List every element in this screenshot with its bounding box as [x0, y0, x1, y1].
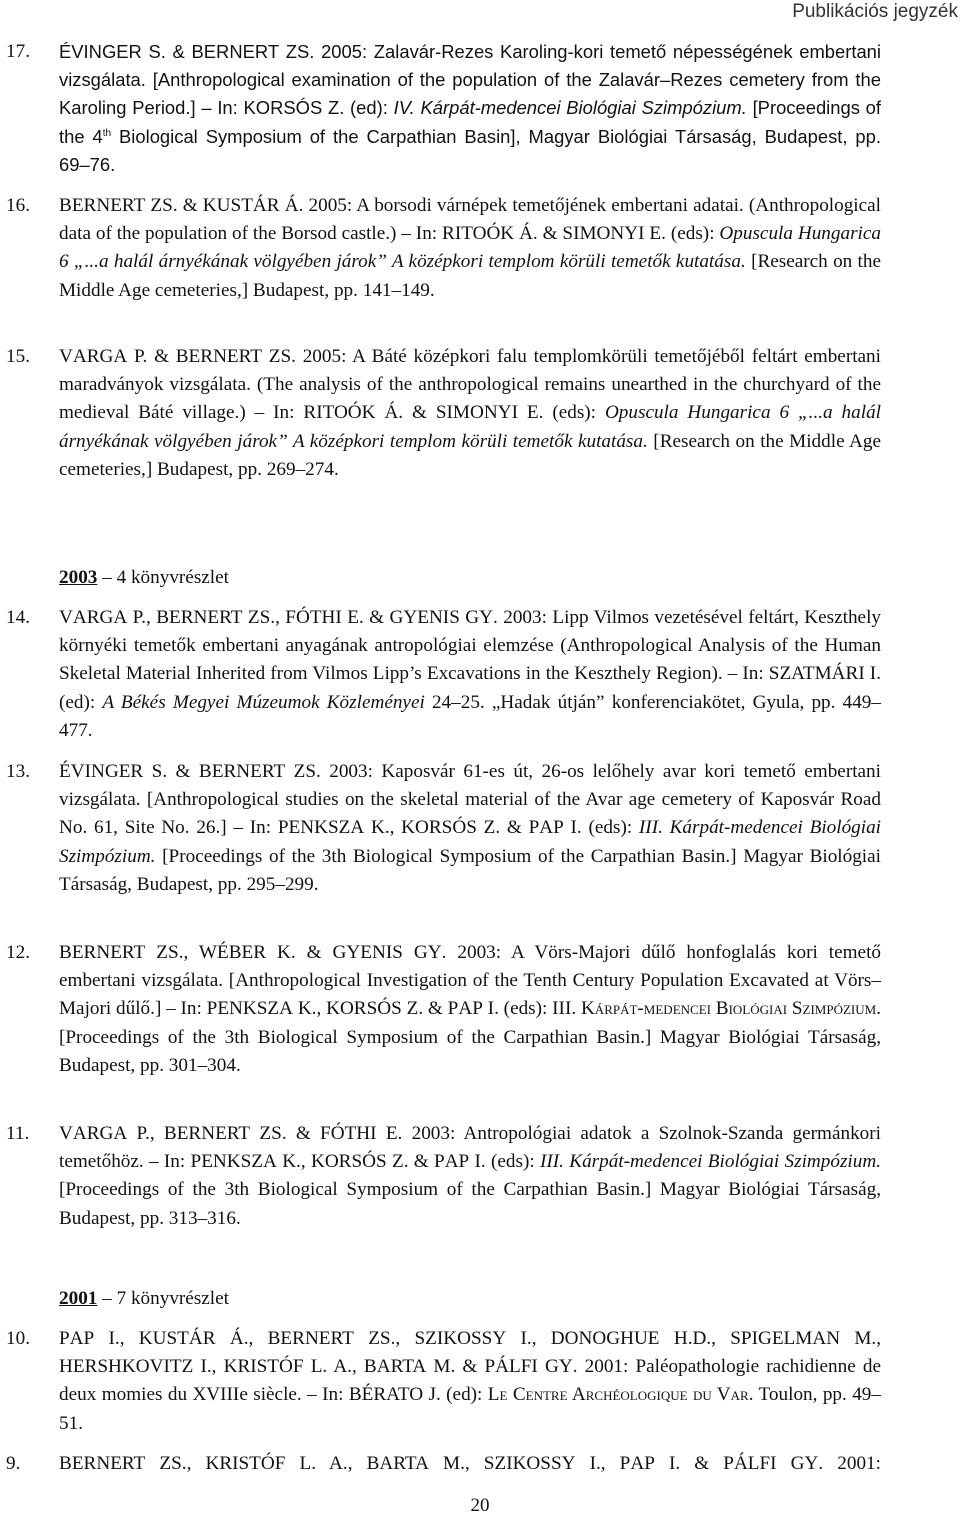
section-subtitle: – 7 könyvrészlet [97, 1288, 229, 1309]
entry-text: BERNERT ZS., KRISTÓF L. A., BARTA M., SZIKOSSY I., PAP I. & PÁLFI GY. 2001: [59, 1453, 881, 1474]
source-title: Opuscula Hungarica 6 „...a halál árnyékának völgyében járok” A középkori templom körüli temetők kutatása. [59, 402, 881, 452]
page-header: Publikációs jegyzék [792, 1, 958, 22]
entry-number: 15. [6, 346, 30, 367]
publication-entry-12 [0, 939, 960, 1080]
entry-text: VARGA P. & BERNERT ZS. 2005: A Báté középkori falu templomkörüli temetőjéből feltárt embertani maradványok vizsgálata. (The analysis of the anthropological remains unearthed in the churchyard of the medieval Báté village.) – In: RITOÓK Á. & SIMONYI E. (eds): Opuscula Hungarica 6 „...a halál árnyékának völgyében járok” A középkori templom körüli temetők kutatása. [Research on the Middle Age cemeteries,] Budapest, pp. 269–274. [59, 346, 881, 480]
source-title: Opuscula Hungarica 6 „...a halál árnyékának völgyében járok” A középkori templom körüli temetők kutatása. [59, 223, 882, 273]
publication-entry-9 [0, 1450, 960, 1478]
entry-text: VARGA P., BERNERT ZS., FÓTHI E. & GYENIS GY. 2003: Lipp Vilmos vezetésével feltárt, Keszthely környéki temetők embertani anyagának antropológiai elemzése (Anthropological Analysis of the Human Skeletal Material Inherited from Vilmos Lipp’s Excavations in the Keszthely Region). – In: SZATMÁRI I. (ed): A Békés Megyei Múzeumok Közleményei 24–25. „Hadak útján” konferenciakötet, Gyula, pp. 449–477. [59, 607, 882, 741]
publication-entry-11 [0, 1120, 960, 1233]
publication-entry-16 [0, 192, 960, 305]
section-heading-2003 [59, 564, 229, 592]
source-title: IV. Kárpát-medencei Biológiai Szimpózium. [393, 97, 747, 119]
source-title: III. Kárpát-medencei Biológiai Szimpózium. [540, 1151, 881, 1173]
entry-number: 11. [6, 1123, 30, 1144]
entry-text: ÉVINGER S. & BERNERT ZS. 2005: Zalavár-Rezes Karoling-kori temető népességének embertani vizsgálata. [Anthropological examination of the population of the Zalavár–Rezes cemetery from the Karoling Period.] – In: KORSÓS Z. (ed): IV. Kárpát-medencei Biológiai Szimpózium. [Proceedings of the 4th Biological Symposium of the Carpathian Basin], Magyar Biológiai Társaság, Budapest, pp. 69–76. [59, 41, 882, 175]
section-subtitle: – 4 könyvrészlet [97, 567, 229, 588]
publication-entry-13 [0, 758, 960, 899]
section-year: 2003 [59, 567, 98, 588]
entry-number: 13. [6, 761, 30, 782]
source-title: III. Kárpát-medencei Biológiai Szimpózium. [59, 817, 882, 867]
publication-entry-17 [0, 38, 960, 179]
section-year: 2001 [59, 1288, 98, 1309]
publication-entry-14 [0, 604, 960, 745]
publication-entry-15 [0, 343, 960, 484]
entry-number: 17. [6, 41, 30, 62]
source-title: A Békés Megyei Múzeumok Közleményei [102, 691, 425, 713]
entry-text: BERNERT ZS., WÉBER K. & GYENIS GY. 2003: A Vörs-Majori dűlő honfoglalás kori temető embertani vizsgálata. [Anthropological Investigation of the Tenth Century Population Excavated at Vörs–Majori dűlő.] – In: PENKSZA K., KORSÓS Z. & PAP I. (eds): III. Kárpát-medencei Biológiai Szimpózium. [Proceedings of the 3th Biological Symposium of the Carpathian Basin.] Magyar Biológiai Társaság, Budapest, pp. 301–304. [59, 942, 881, 1076]
section-heading-2001 [59, 1285, 229, 1313]
entry-text: BERNERT ZS. & KUSTÁR Á. 2005: A borsodi várnépek temetőjének embertani adatai. (Anthropological data of the population of the Borsod castle.) – In: RITOÓK Á. & SIMONYI E. (eds): Opuscula Hungarica 6 „...a halál árnyékának völgyében járok” A középkori templom körüli temetők kutatása. [Research on the Middle Age cemeteries,] Budapest, pp. 141–149. [59, 195, 882, 301]
entry-number: 16. [6, 195, 30, 216]
entry-number: 10. [6, 1328, 30, 1349]
publication-entry-10 [0, 1325, 960, 1438]
entry-text: PAP I., KUSTÁR Á., BERNERT ZS., SZIKOSSY I., DONOGHUE H.D., SPIGELMAN M., HERSHKOVITZ I., KRISTÓF L. A., BARTA M. & PÁLFI GY. 2001: Paléopathologie rachidienne de deux momies du XVIIIe siècle. – In: BÉRATO J. (ed): Le Centre Archéologique du Var. Toulon, pp. 49–51. [59, 1328, 882, 1434]
entry-number: 14. [6, 607, 30, 628]
entry-text: ÉVINGER S. & BERNERT ZS. 2003: Kaposvár 61-es út, 26-os lelőhely avar kori temető embertani vizsgálata. [Anthropological studies on the skeletal material of the Avar age cemetery of Kaposvár Road No. 61, Site No. 26.] – In: PENKSZA K., KORSÓS Z. & PAP I. (eds): III. Kárpát-medencei Biológiai Szimpózium. [Proceedings of the 3th Biological Symposium of the Carpathian Basin.] Magyar Biológiai Társaság, Budapest, pp. 295–299. [59, 761, 882, 895]
entry-text: VARGA P., BERNERT ZS. & FÓTHI E. 2003: Antropológiai adatok a Szolnok-Szanda germánkori temetőhöz. – In: PENKSZA K., KORSÓS Z. & PAP I. (eds): III. Kárpát-medencei Biológiai Szimpózium. [Proceedings of the 3th Biological Symposium of the Carpathian Basin.] Magyar Biológiai Társaság, Budapest, pp. 313–316. [59, 1123, 881, 1229]
entry-number: 9. [6, 1453, 21, 1474]
page-number: 20 [470, 1495, 490, 1516]
entry-number: 12. [6, 942, 30, 963]
